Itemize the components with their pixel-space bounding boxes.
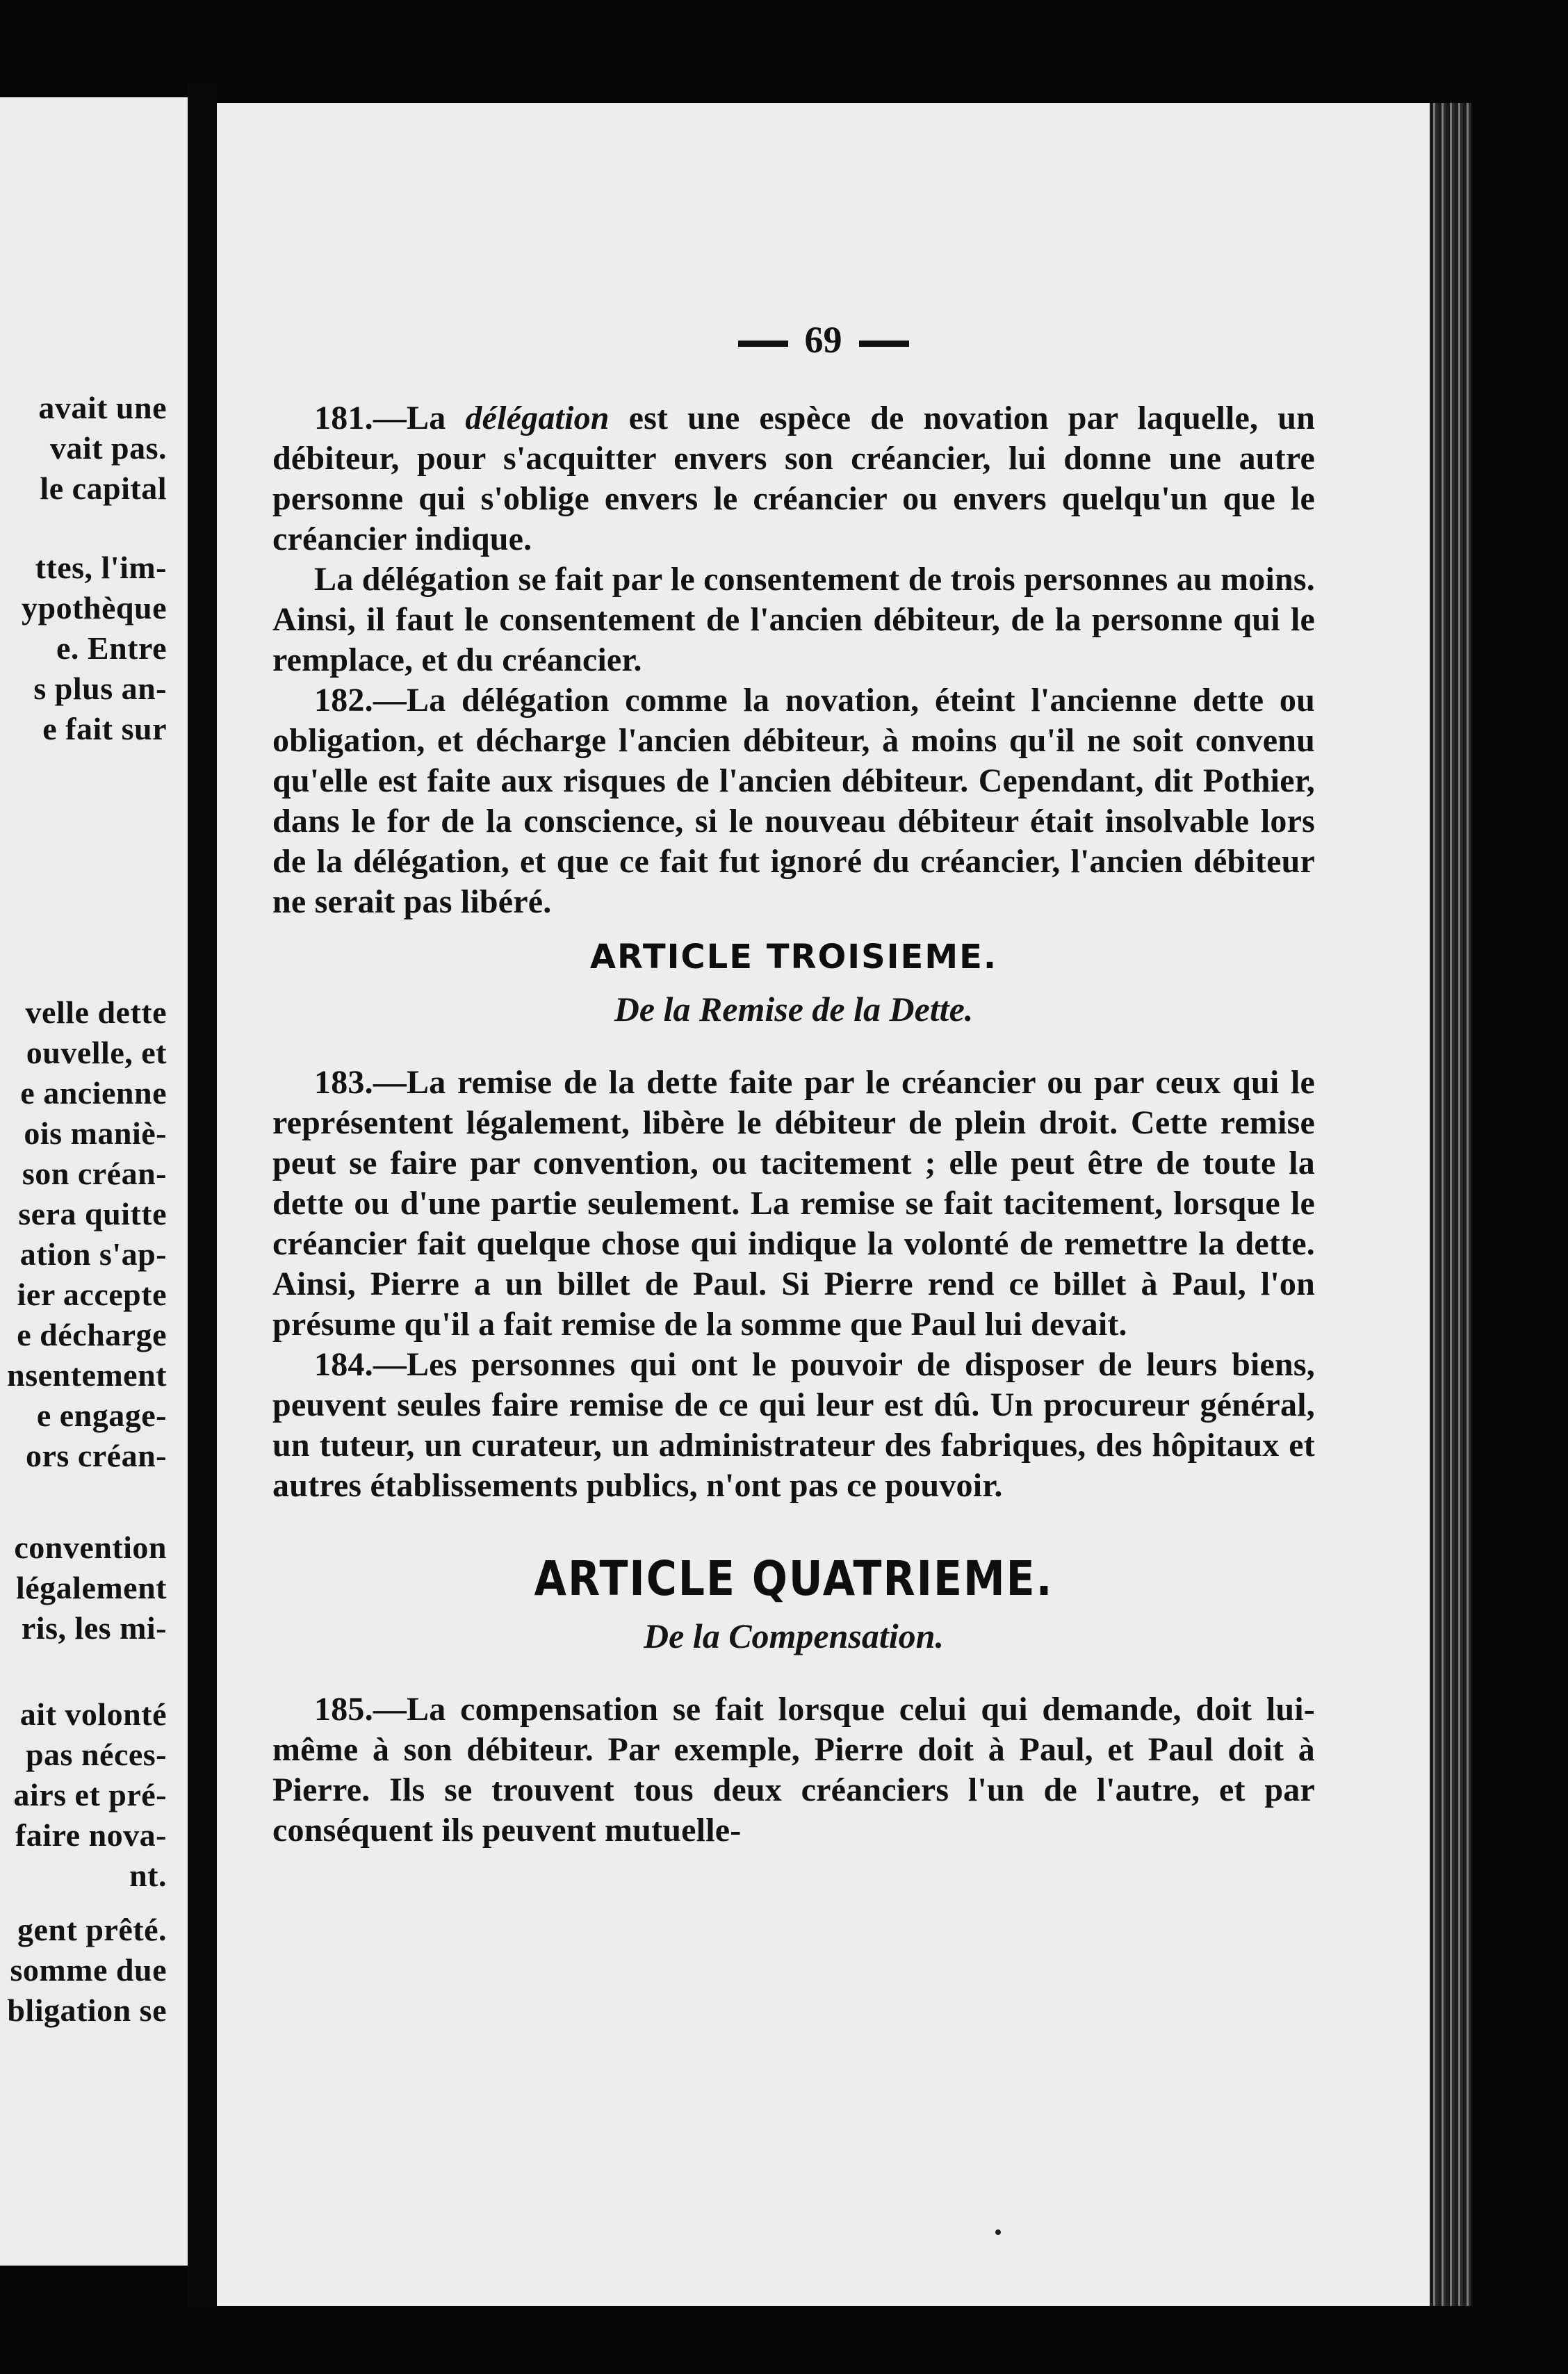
left-line: e engage- [36,1398,167,1433]
paragraph-lead: —La [373,400,466,436]
page-number-value: 69 [804,319,842,361]
left-line: ier accepte [17,1277,167,1312]
italic-term: délégation [465,400,610,436]
left-line: vait pas. [49,430,167,466]
left-line: bligation se [7,1992,167,2028]
page-number [217,318,1430,361]
paragraph-number: 181. [314,400,373,436]
left-line: ois maniè- [24,1115,167,1151]
article-subheading: De la Compensation. [644,1616,944,1655]
left-line: pas néces- [25,1737,167,1772]
paragraph-number: 183. [314,1064,373,1101]
paragraph-184 [272,1345,1315,1506]
page-edges [1430,103,1471,2306]
paragraph-number: 184. [314,1346,373,1383]
page-number-dash-left [738,341,788,347]
paragraph-181 [272,398,1315,559]
left-line: velle dette [25,994,167,1030]
article-subheading: De la Remise de la Dette. [614,990,974,1029]
left-line: faire nova- [15,1817,167,1853]
book-page [217,103,1430,2306]
left-line: gent prêté. [17,1912,167,1947]
page-number-dash-right [859,341,909,347]
left-line: e décharge [17,1317,167,1352]
left-line: nt. [129,1858,167,1893]
previous-page-fragment [0,97,188,2266]
left-line: avait une [38,390,167,425]
left-line: sera quitte [18,1196,167,1231]
left-line: s plus an- [33,671,167,706]
paragraph-182 [272,680,1315,922]
left-line: ait volonté [19,1696,167,1732]
paragraph-number: 185. [314,1691,373,1728]
left-line: e ancienne [20,1075,167,1111]
left-line: e. Entre [56,630,167,666]
left-line: e fait sur [42,711,167,746]
paragraph-183 [272,1063,1315,1345]
article-heading: ARTICLE QUATRIEME. [534,1550,1054,1607]
article-heading: ARTICLE TROISIEME. [589,938,998,976]
left-line: son créan- [22,1156,167,1191]
left-line: somme due [10,1952,167,1988]
paragraph-181-continued: La délégation se fait par le consentement de trois personnes au moins. Ainsi, il faut le consentement de l'ancien débiteur, de la personne qui le remplace, et du créancier. [272,561,1315,678]
left-line: ttes, l'im- [35,550,167,585]
paragraph-text: —La remise de la dette faite par le créancier ou par ceux qui le représentent légalement, libère le débiteur de plein droit. Cette remise peut se faire par convention, ou tacitement ; elle peut être de toute la dette ou d'une partie seulement. La remise se fait tacitement, lorsque le créancier fait quelque chose qui indique la volonté de remettre la dette. Ainsi, Pierre a un billet de Paul. Si Pierre rend ce billet à Paul, l'on présume qu'il a fait remise de la somme que Paul lui devait. [272,1064,1315,1343]
left-line: convention [14,1530,167,1565]
paragraph-text: —La délégation comme la novation, éteint l'ancienne dette ou obligation, et décharge l'ancien débiteur, à moins qu'il ne soit convenu qu'elle est faite aux risques de l'ancien débiteur. Cependant, dit Pothier, dans le for de la conscience, si le nouveau débiteur était insolvable lors de la délégation, et que ce fait fut ignoré du créancier, l'ancien débiteur ne serait pas libéré. [272,682,1315,920]
paragraph-185 [272,1689,1315,1851]
left-line: le capital [40,470,167,506]
left-line: ation s'ap- [19,1236,167,1272]
left-line: ouvelle, et [26,1035,167,1070]
left-line: ors créan- [26,1438,167,1473]
paragraph-text: est une espèce de novation par laquelle, un débiteur, pour s'acquitter envers son créancier, lui donne une autre personne qui s'oblige envers le créancier ou envers quelqu'un que le créancier indique. [272,400,1315,557]
page-body [272,398,1315,1851]
left-line: airs et pré- [13,1777,167,1812]
ink-speck [995,2229,1001,2235]
left-line: nsentement [7,1357,167,1393]
paragraph-text: —La compensation se fait lorsque celui qui demande, doit lui-même à son débiteur. Par exemple, Pierre doit à Paul, et Paul doit à Pierre. Ils se trouvent tous deux créanciers l'un de l'autre, et par conséquent ils peuvent mutuelle- [272,1691,1315,1849]
paragraph-text: —Les personnes qui ont le pouvoir de disposer de leurs biens, peuvent seules faire remise de ce qui leur est dû. Un procureur général, un tuteur, un curateur, un administrateur des fabriques, des hôpitaux et autres établissements publics, n'ont pas ce pouvoir. [272,1346,1315,1504]
left-line: légalement [15,1570,167,1605]
left-line: ypothèque [22,590,167,625]
book-gutter [188,83,217,2307]
left-line: ris, les mi- [21,1610,167,1646]
paragraph-number: 182. [314,682,373,719]
